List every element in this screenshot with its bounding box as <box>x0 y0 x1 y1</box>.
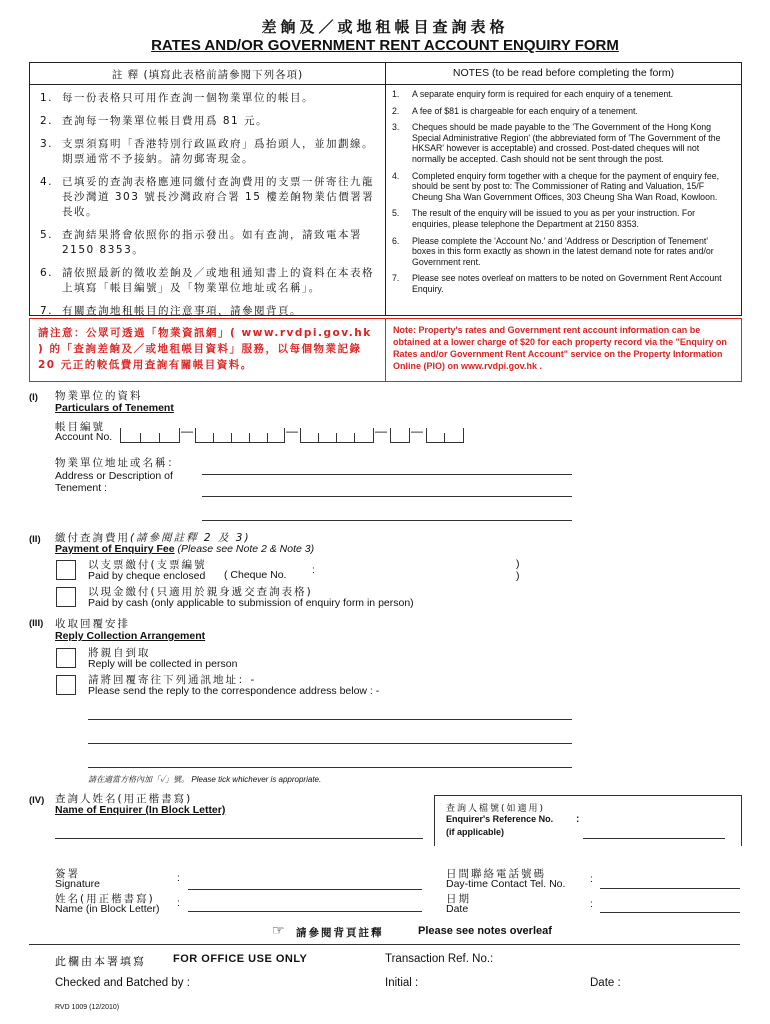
send-by-mail-checkbox[interactable] <box>56 675 76 695</box>
date-colon: : <box>590 898 593 910</box>
section-4-number: (IV) <box>29 795 45 806</box>
note-item-chinese <box>40 114 376 129</box>
section-2-title-english: Payment of Enquiry Fee (Please see Note 2 & Note 3) <box>55 543 315 555</box>
address-label-chinese: 物業單位地址或名稱： <box>55 457 180 469</box>
checked-batched-label: Checked and Batched by : <box>55 977 190 989</box>
tick-instruction: 請在適當方格內加「✓」號。 Please tick whichever is appropriate. <box>88 775 322 784</box>
note-number: 3. <box>392 122 400 133</box>
collect-in-person-checkbox[interactable] <box>56 648 76 668</box>
note-item-english <box>392 171 732 203</box>
form-title-chinese: 差餉及／或地租帳目查詢表格 <box>261 18 509 36</box>
tel-label-english: Day-time Contact Tel. No. <box>446 878 566 890</box>
note-text: 請依照最新的徵收差餉及／或地租通知書上的資料在本表格上填寫「帳目編號」及「物業單位地址或名稱」。 <box>62 267 374 294</box>
cheque-label-chinese: 以支票繳付(支票編號 <box>88 559 207 571</box>
note-text: 支票須寫明「香港特別行政區政府」爲抬頭人，並加劃線。期票通常不予接納。請勿郵寄現金。 <box>62 138 374 165</box>
note-number: 5. <box>392 208 400 219</box>
name-label-chinese: 姓名(用正楷書寫) <box>55 893 155 905</box>
overleaf-note-english: Please see notes overleaf <box>418 925 552 937</box>
note-item-chinese <box>40 228 376 258</box>
note-text: 查詢結果將會依照你的指示發出。如有查詢，請致電本署 2150 8353。 <box>62 229 362 256</box>
name-label-english: Name (in Block Letter) <box>55 903 160 915</box>
note-number: 2. <box>392 105 400 116</box>
pio-note-english: Note: Property's rates and Government rent account information can be obtained at a lower charge of $20 for each property record via the "Enquiry on Rates and/or Government Rent Account" service on the Property Information Online (PIO) on www.rvdpi.gov.hk . <box>393 325 727 371</box>
note-item-chinese <box>40 266 376 296</box>
form-code: RVD 1009 (12/2010) <box>55 1004 120 1011</box>
note-item-english <box>392 236 732 268</box>
cash-label-english: Paid by cash (only applicable to submission of enquiry form in person) <box>88 597 414 609</box>
note-number: 6. <box>40 267 54 279</box>
account-label-english: Account No. <box>55 431 113 443</box>
section-3-title-chinese: 收取回覆安排 <box>55 618 130 630</box>
reference-colon: : <box>576 814 580 825</box>
section-3-number: (III) <box>29 618 44 629</box>
note-item-english <box>392 273 732 294</box>
date-line[interactable] <box>600 912 740 913</box>
note-item-english <box>392 89 732 100</box>
office-date-label: Date : <box>590 977 621 989</box>
address-label-english: Address or Description of Tenement : <box>55 470 173 494</box>
office-use-english: FOR OFFICE USE ONLY <box>173 953 308 965</box>
note-item-chinese <box>40 91 376 106</box>
note-text: A separate enquiry form is required for each enquiry of a tenement. <box>412 89 674 99</box>
transaction-ref-label: Transaction Ref. No.: <box>385 953 494 965</box>
tel-colon: : <box>590 873 593 885</box>
name-colon: : <box>177 897 180 909</box>
tel-line[interactable] <box>600 888 740 889</box>
section-1-title-english: Particulars of Tenement <box>55 402 174 414</box>
section-1-title-chinese: 物業單位的資料 <box>55 390 143 402</box>
collect-in-person-chinese: 將親自到取 <box>88 647 151 659</box>
note-item-chinese <box>40 137 376 167</box>
signature-line[interactable] <box>188 889 422 890</box>
correspondence-address-line-2[interactable] <box>88 743 572 744</box>
note-number: 3. <box>40 138 54 150</box>
note-item-english <box>392 208 732 229</box>
cheque-number-field[interactable] <box>322 572 512 582</box>
address-line-2[interactable] <box>202 496 572 497</box>
cheque-no-label: ( Cheque No. <box>224 569 287 581</box>
notes-header-chinese: 註 釋 (填寫此表格前請參閱下列各項) <box>111 69 304 81</box>
form-title-english: RATES AND/OR GOVERNMENT RENT ACCOUNT ENQUIRY FORM <box>151 37 619 54</box>
note-number: 6. <box>392 235 400 246</box>
cash-label-chinese: 以現金繳付(只適用於親身遞交查詢表格) <box>88 586 313 598</box>
enquirer-reference-box <box>434 795 742 846</box>
section-3-title-english: Reply Collection Arrangement <box>55 630 206 642</box>
notes-list-english <box>392 89 732 301</box>
cheque-label-english: Paid by cheque enclosed <box>88 570 206 582</box>
address-line-1[interactable] <box>202 474 572 475</box>
send-by-mail-chinese: 請將回覆寄往下列通訊地址：- <box>88 674 257 686</box>
section-4-title-english: Name of Enquirer (In Block Letter) <box>55 804 226 816</box>
reference-label-chinese: 查詢人檔號(如適用) <box>446 804 546 814</box>
notes-box <box>29 62 742 316</box>
note-number: 7. <box>392 273 400 284</box>
signature-colon: : <box>177 872 180 884</box>
block-letter-name-line[interactable] <box>188 911 422 912</box>
note-number: 2. <box>40 115 54 127</box>
note-text: 已填妥的查詢表格應連同繳付查詢費用的支票一併寄往九龍長沙灣道 303 號長沙灣政府合署 15 樓差餉物業估價署署長收。 <box>62 176 375 218</box>
notes-list-chinese <box>40 91 376 327</box>
note-number: 4. <box>40 176 54 188</box>
initial-label: Initial : <box>385 977 419 989</box>
signature-label-english: Signature <box>55 878 100 890</box>
pio-note-box <box>29 318 742 382</box>
reference-label-english-2: (if applicable) <box>446 827 505 837</box>
note-text: The result of the enquiry will be issued to you as per your instruction. For enquiries, please telephone the Department at 2150 8353. <box>412 208 696 229</box>
note-text: A fee of $81 is chargeable for each enquiry of a tenement. <box>412 105 638 116</box>
note-text: Please see notes overleaf on matters to be noted on Government Rent Account Enquiry. <box>412 273 722 294</box>
note-item-english <box>392 106 732 117</box>
date-label-chinese: 日期 <box>446 893 471 905</box>
note-number: 1. <box>40 92 54 104</box>
send-by-mail-english: Please send the reply to the correspondence address below : - <box>88 685 380 697</box>
note-number: 1. <box>392 89 400 99</box>
cheque-close-paren-2: ) <box>516 570 520 582</box>
correspondence-address-line-3[interactable] <box>88 767 572 768</box>
note-text: Please complete the 'Account No.' and 'Address or Description of Tenement' boxes in this form exactly as shown in the latest demand note for rates and/or Government rent. <box>412 235 714 267</box>
office-use-divider <box>29 944 740 945</box>
reference-label-english: Enquirer's Reference No. <box>446 814 554 824</box>
section-2-title-chinese: 繳付查詢費用(請參閱註釋 2 及 3) <box>55 532 251 544</box>
note-text: 有關查詢地租帳目的注意事項，請參閱背頁。 <box>62 305 302 317</box>
note-number: 5. <box>40 229 54 241</box>
pay-by-cash-checkbox[interactable] <box>56 587 76 607</box>
account-label-chinese: 帳目編號 <box>55 421 105 433</box>
pay-by-cheque-checkbox[interactable] <box>56 560 76 580</box>
overleaf-note-chinese: 請參閱背頁註釋 <box>296 927 384 939</box>
note-item-chinese <box>40 304 376 319</box>
pointing-hand-icon: ☞ <box>272 922 285 938</box>
note-text: Completed enquiry form together with a cheque for the payment of enquiry fee, should be sent by post to: The Commissioner of Rating and Valuation, 15/F Cheung Sha Wan Government Offices, 303 Cheung Sha Wan Road, Kowloon. <box>412 170 720 202</box>
note-text: 每一份表格只可用作查詢一個物業單位的帳目。 <box>62 92 314 104</box>
correspondence-address-line-1[interactable] <box>88 719 572 720</box>
pio-note-chinese: 請注意：公眾可透過「物業資訊網」( www.rvdpi.gov.hk ) 的「查詢差餉及／或地租帳目資料」服務，以每個物業記錄 20 元正的較低費用查詢有關帳目資料。 <box>38 327 372 371</box>
notes-header-english: NOTES (to be read before completing the form) <box>452 67 675 79</box>
note-text: Cheques should be made payable to the 'The Government of the Hong Kong Special Administrative Region' (the abbreviated form of 'The Government of the HKSAR' however is acceptable) and crossed. Post-dated cheques will not normally be accepted. Cash should not be sent through the post. <box>412 122 721 164</box>
account-number-field[interactable]: — — — — <box>120 424 465 444</box>
date-label-english: Date <box>446 903 469 915</box>
note-number: 4. <box>392 170 400 181</box>
reference-number-line[interactable] <box>583 838 725 839</box>
office-use-chinese: 此欄由本署填寫 <box>55 955 146 968</box>
section-4-title-chinese: 查詢人姓名(用正楷書寫) <box>55 793 193 805</box>
section-2-number: (II) <box>29 534 41 545</box>
cheque-colon: : <box>312 564 315 576</box>
collect-in-person-english: Reply will be collected in person <box>88 658 238 670</box>
note-number: 7. <box>40 305 54 317</box>
note-text: 查詢每一物業單位帳目費用爲 81 元。 <box>62 115 269 127</box>
enquirer-name-line[interactable] <box>55 838 423 839</box>
note-item-english <box>392 122 732 164</box>
section-1-number: (I) <box>29 392 38 403</box>
tel-label-chinese: 日間聯絡電話號碼 <box>446 868 546 880</box>
cheque-close-paren-1: ) <box>516 558 520 570</box>
note-item-chinese <box>40 175 376 220</box>
signature-label-chinese: 簽署 <box>55 868 80 880</box>
address-line-3[interactable] <box>202 520 572 521</box>
